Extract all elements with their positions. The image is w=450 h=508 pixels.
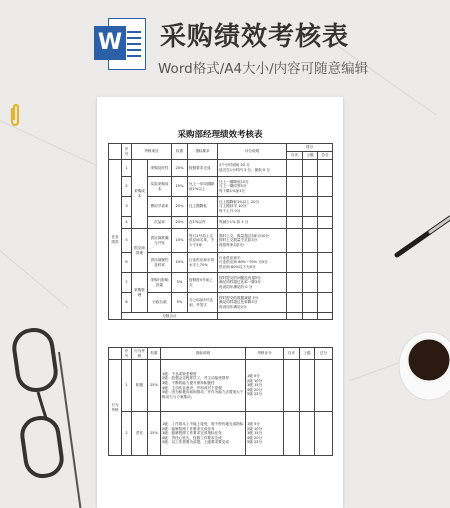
cell-item: 供应商履约及时率	[148, 253, 172, 273]
cell-req: 每月1号前上交供应商名单，不少于3家	[188, 229, 218, 253]
total-label: 分数合计	[122, 313, 218, 320]
score-group-header: 得分	[287, 144, 333, 152]
cell-weight: 20%	[172, 160, 188, 177]
cell-weight: 10%	[172, 253, 188, 273]
cell-item: 费用节省率	[148, 197, 172, 217]
cell-weight: 15%	[172, 229, 188, 253]
header-cell: 行为考核	[132, 348, 148, 360]
paper-clip-icon	[8, 104, 22, 128]
cell-desc: 比上期降低1%以上 20分 与上期持平 10分 每下上升 0分	[218, 197, 287, 217]
cell-item: 积极	[132, 360, 148, 412]
header-cell: 指标说明	[161, 348, 246, 360]
cell-desc: 1个小时到场 20 分 延迟在1小时内 3 分，最低 0 分	[218, 160, 287, 177]
cell-req: 比上期降低	[188, 197, 218, 217]
cell-no: 6	[122, 253, 132, 273]
header-cell: 权重	[172, 144, 188, 160]
header-cell: 总分	[315, 348, 333, 360]
side-label: 行为考核	[109, 360, 122, 456]
cell-weight: 5%	[172, 273, 188, 293]
header-cell	[109, 144, 122, 160]
cell-no: 2	[122, 177, 132, 197]
header-cell: 上级	[300, 348, 315, 360]
pen-icon	[392, 210, 450, 260]
cell-desc: 按时提交的数据减超 5分 满足同样超过比率降3分 再说同年满足0分	[218, 293, 287, 313]
cell-item: 责任	[132, 412, 148, 456]
side-label: 任务绩效	[109, 160, 122, 320]
cell-weight: 20%	[172, 217, 188, 229]
header-cell: 评分说明	[218, 144, 287, 160]
cell-no: 1	[122, 160, 132, 177]
cell-weight: 25%	[148, 412, 161, 456]
behavior-assessment-table	[108, 347, 333, 456]
word-icon	[94, 16, 146, 72]
cell-no: 3	[122, 197, 132, 217]
cell-weight: 20%	[172, 197, 188, 217]
marble-vein	[0, 250, 69, 309]
header-cell: 考核项目	[132, 144, 172, 160]
cell-group: 供应商管理	[132, 229, 148, 273]
cell-weight: 15%	[172, 177, 188, 197]
task-performance-table	[108, 143, 333, 320]
cell-no: 2	[122, 412, 132, 456]
cell-req: 办公用品5号送到，并签字	[188, 293, 218, 313]
cell-desc: 1级：不良或较差程度 2级：较强会定程度员工，并主动接受领导 3级：不断的能力提升保持积极性 4级：主动作业意识，并形成对于更强 5级：因为积极向前和推动，并作为能力去增加大于 推动力与方案推动。	[161, 360, 246, 412]
cell-req: 按制度5号前上交	[188, 273, 218, 293]
cell-item: 实际采购成本	[148, 177, 172, 197]
cell-req: 比上一年同期降低1%以上	[188, 177, 218, 197]
cell-desc: 比上一期降低10分 与上一期同等5分 每下降1%加1分	[218, 177, 287, 197]
coffee-cup-icon	[395, 318, 450, 408]
header-cell: 总分	[318, 152, 333, 160]
cell-req: 行业供应商平均水平上70%	[188, 253, 218, 273]
header-cell: 指标要求	[188, 144, 218, 160]
cell-item: 次品率	[148, 217, 172, 229]
page-title: 采购绩效考核表	[160, 22, 350, 52]
header-cell: 序号	[122, 144, 132, 160]
cell-desc: 每减少1% 扣 1 分	[218, 217, 287, 229]
cell-no: 5	[122, 229, 132, 253]
header-cell: 自评	[284, 348, 300, 360]
cell-req: 按照要求完成	[188, 160, 218, 177]
eyeglasses-icon	[4, 322, 88, 508]
cell-desc: 准时上交，数量超过3家为10分 按时上交数量不足扣3分 再按每家另扣分	[218, 229, 287, 253]
cell-no: 7	[122, 273, 132, 293]
document-title: 采购部经理绩效考核表	[177, 130, 263, 140]
cell-no: 4	[122, 217, 132, 229]
cell-item: 行政行政	[148, 293, 172, 313]
page-subtitle: Word格式/A4大小/内容可随意编辑	[158, 61, 369, 77]
cell-group: 采购管理	[132, 273, 148, 313]
cell-desc: 行业供应商平 行业供应商 60%~70% 为5分 供应商 60%以下为0分	[218, 253, 287, 273]
cell-no: 1	[122, 360, 132, 412]
cell-desc: 1级：工作基本上不能上接受，需不停有地完成指标 2级：能够按照工作要求完成任务 3级：能够按照工作要求完成指标任务 4级：责任心较大，按照工作要求完成 5级：以工作需要为前提，上级要求要完成	[161, 412, 246, 456]
cell-req: 在1%以内	[188, 217, 218, 229]
cell-item: 采购行影响因素	[148, 273, 172, 293]
header-cell: 上级	[303, 152, 318, 160]
cell-item: 采购及时性	[148, 160, 172, 177]
cell-weight: 25%	[148, 360, 161, 412]
cell-item: 供应商准确与开发	[148, 229, 172, 253]
cell-no: 8	[122, 293, 132, 313]
cell-scores: 1级 0分 2级 10分 3级 15分 4级 20分 5级 25分	[246, 360, 284, 412]
cell-scores: 1级 5分 2级 10分 3级 15分 4级 20分 5级 25分	[246, 412, 284, 456]
header-cell: 自评	[287, 152, 303, 160]
cell-weight: 5%	[172, 293, 188, 313]
header-cell: 权重	[148, 348, 161, 360]
header-cell: 考核评分	[246, 348, 284, 360]
cell-group: 采购成本	[132, 160, 148, 229]
header-cell: 序号	[122, 348, 132, 360]
document-page	[97, 97, 343, 508]
cell-desc: 按时提交的问题没有超5分 满足同样超过比率一降3分 再说同年满足的 0 分	[218, 273, 287, 293]
word-badge: W	[94, 26, 126, 60]
